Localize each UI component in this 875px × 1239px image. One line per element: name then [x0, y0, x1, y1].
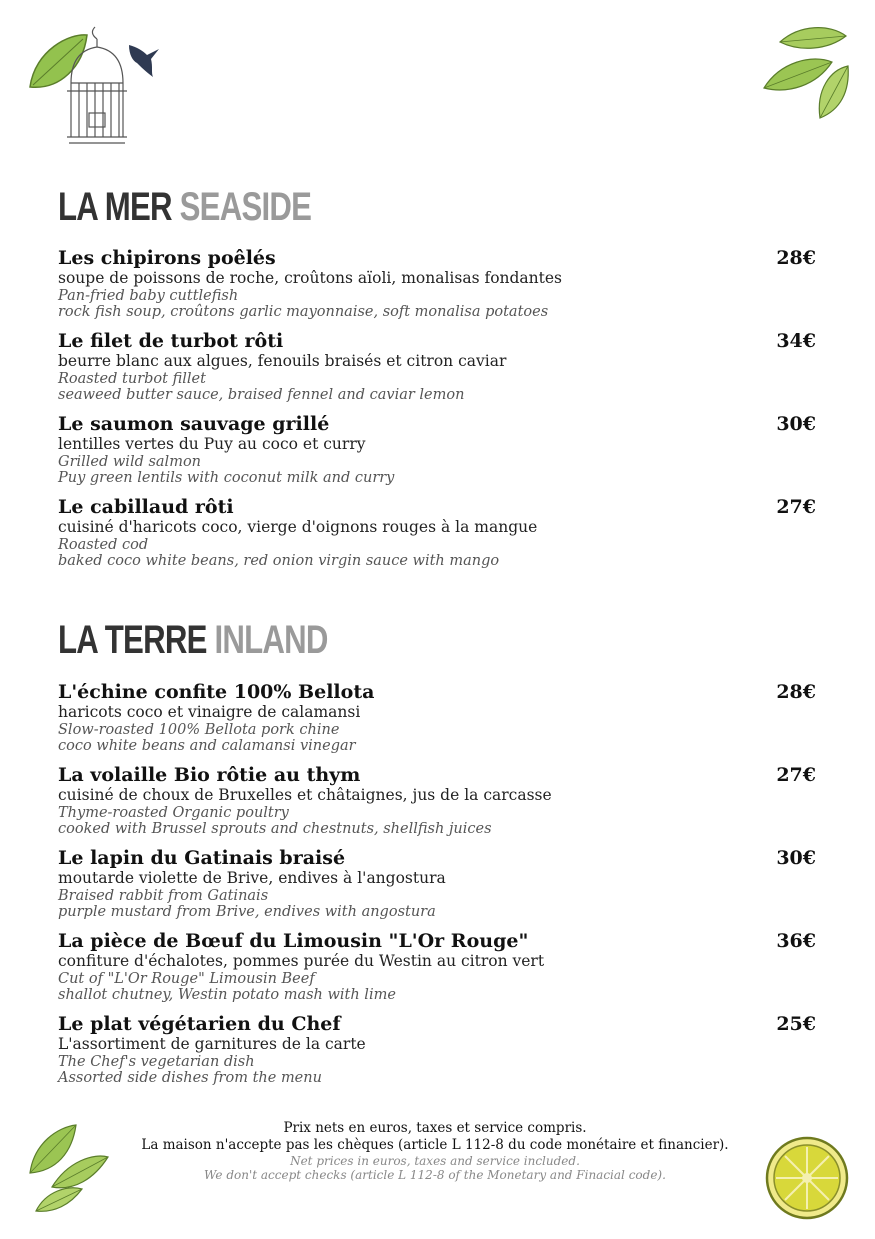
- lemon-slice-icon: [764, 1135, 850, 1221]
- dish-name: Les chipirons poêlés: [58, 247, 276, 269]
- dish-name: La volaille Bio rôtie au thym: [58, 764, 361, 786]
- dish-name-en: Cut of "L'Or Rouge" Limousin Beef: [58, 971, 315, 987]
- dish-description-en: shallot chutney, Westin potato mash with lime: [58, 987, 396, 1003]
- dish-description: soupe de poissons de roche, croûtons aïoli, monalisas fondantes: [58, 269, 563, 287]
- bird-icon: [129, 45, 159, 77]
- footer-notice: [110, 1120, 760, 1182]
- dish-description-en: seaweed butter sauce, braised fennel and caviar lemon: [58, 387, 465, 403]
- menu-item: [58, 764, 818, 837]
- birdcage-illustration: [25, 25, 165, 155]
- footer-line-prices-fr: Prix nets en euros, taxes et service compris.: [283, 1120, 587, 1136]
- dish-name-en: The Chef's vegetarian dish: [58, 1054, 255, 1070]
- section-title-fr: LA MER: [58, 185, 172, 229]
- dish-name-en: Braised rabbit from Gatinais: [58, 888, 269, 904]
- dish-price: 27€: [776, 764, 816, 786]
- dish-description: confiture d'échalotes, pommes purée du Westin au citron vert: [58, 952, 545, 970]
- dish-price: 28€: [776, 247, 816, 269]
- menu-item: [58, 496, 818, 569]
- dish-name: Le lapin du Gatinais braisé: [58, 847, 346, 869]
- dish-description: L'assortiment de garnitures de la carte: [58, 1035, 366, 1053]
- dish-name-en: Roasted cod: [58, 537, 149, 553]
- footer-line-prices-en: Net prices in euros, taxes and service included.: [290, 1154, 580, 1168]
- dish-name-en: Pan-fried baby cuttlefish: [58, 288, 239, 304]
- dish-name: Le filet de turbot rôti: [58, 330, 284, 352]
- menu-item: [58, 413, 818, 486]
- section-title-fr: LA TERRE: [58, 618, 207, 662]
- dish-name: Le plat végétarien du Chef: [58, 1013, 341, 1035]
- dish-name-en: Slow-roasted 100% Bellota pork chine: [58, 722, 340, 738]
- dish-description-en: rock fish soup, croûtons garlic mayonnaise, soft monalisa potatoes: [58, 304, 549, 320]
- dish-price: 25€: [776, 1013, 816, 1035]
- menu-item: [58, 681, 818, 754]
- dish-description-en: coco white beans and calamansi vinegar: [58, 738, 356, 754]
- dish-description-en: baked coco white beans, red onion virgin sauce with mango: [58, 553, 500, 569]
- section-title-en: SEASIDE: [179, 185, 312, 229]
- dish-description-en: Assorted side dishes from the menu: [58, 1070, 322, 1086]
- dish-price: 30€: [776, 847, 816, 869]
- dish-description: cuisiné d'haricots coco, vierge d'oignons rouges à la mangue: [58, 518, 538, 536]
- dish-description-en: cooked with Brussel sprouts and chestnuts, shellfish juices: [58, 821, 492, 837]
- section-title-en: INLAND: [214, 618, 328, 662]
- menu-item: [58, 930, 818, 1003]
- menu-item: [58, 847, 818, 920]
- dish-price: 34€: [776, 330, 816, 352]
- dish-description-en: purple mustard from Brive, endives with angostura: [58, 904, 436, 920]
- dish-description: cuisiné de choux de Bruxelles et châtaignes, jus de la carcasse: [58, 786, 552, 804]
- footer-line-checks-en: We don't accept checks (article L 112-8 of the Monetary and Finacial code).: [204, 1168, 666, 1182]
- dish-description: beurre blanc aux algues, fenouils braisés et citron caviar: [58, 352, 507, 370]
- menu-item: [58, 1013, 818, 1086]
- dish-name: Le saumon sauvage grillé: [58, 413, 330, 435]
- dish-name: Le cabillaud rôti: [58, 496, 234, 518]
- dish-description: lentilles vertes du Puy au coco et curry: [58, 435, 366, 453]
- leaves-top-right: [760, 22, 852, 126]
- dish-name: L'échine confite 100% Bellota: [58, 681, 375, 703]
- dish-name-en: Roasted turbot fillet: [58, 371, 206, 387]
- section-title-inland: [58, 618, 328, 663]
- menu-item: [58, 330, 818, 403]
- dish-name-en: Grilled wild salmon: [58, 454, 202, 470]
- menu-item: [58, 247, 818, 320]
- dish-description: moutarde violette de Brive, endives à l'angostura: [58, 869, 446, 887]
- dish-name: La pièce de Bœuf du Limousin "L'Or Rouge": [58, 930, 529, 952]
- dish-description-en: Puy green lentils with coconut milk and curry: [58, 470, 395, 486]
- footer-line-checks-fr: La maison n'accepte pas les chèques (article L 112-8 du code monétaire et financier).: [141, 1137, 729, 1153]
- leaves-bottom-left: [22, 1115, 112, 1215]
- dish-price: 36€: [776, 930, 816, 952]
- dish-price: 28€: [776, 681, 816, 703]
- leaf-icon: [30, 35, 87, 87]
- dish-name-en: Thyme-roasted Organic poultry: [58, 805, 289, 821]
- dish-description: haricots coco et vinaigre de calamansi: [58, 703, 361, 721]
- dish-price: 30€: [776, 413, 816, 435]
- dish-price: 27€: [776, 496, 816, 518]
- section-title-seaside: [58, 185, 311, 230]
